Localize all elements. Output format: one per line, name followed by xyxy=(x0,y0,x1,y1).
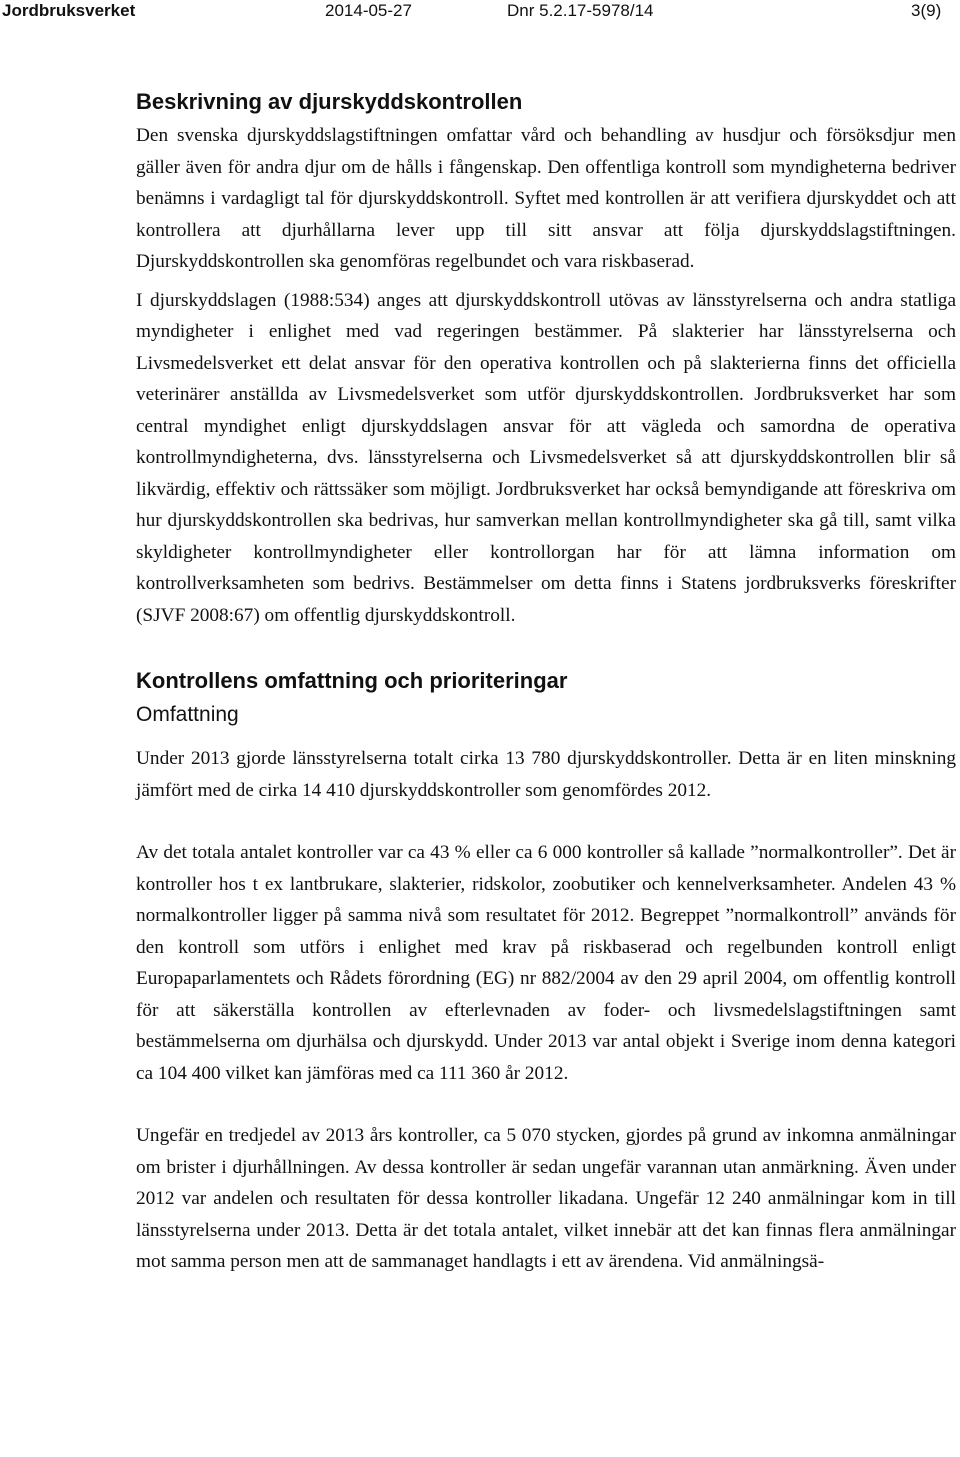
paragraph: Av det totala antalet kontroller var ca 43 % eller ca 6 000 kontroller så kallade ”normalkontroller”. Det är kontroller hos t ex lantbrukare, slakterier, ridskolor, zoobutiker och kennelverksamheter. Andelen 43 % normalkontroller ligger på samma nivå som resultatet för 2012. Begreppet ”normalkontroll” används för den kontroll som utförs i enlighet med krav på riskbaserad och regelbunden kontroll enligt Europaparlamentets och Rådets förordning (EG) nr 882/2004 av den 29 april 2004, om offentlig kontroll för att säkerställa kontrollen av efterlevnaden av foder- och livsmedelslagstiftningen samt bestämmelserna om djurhälsa och djurskydd. Under 2013 var antal objekt i Sverige inom denna kategori ca 104 400 vilket kan jämföras med ca 111 360 år 2012. xyxy=(136,842,956,1084)
header-page-number: 3(9) xyxy=(911,1,942,20)
header-organization: Jordbruksverket xyxy=(2,1,136,20)
page-header xyxy=(0,0,960,22)
section-title-description: Beskrivning av djurskyddskontrollen xyxy=(136,89,523,114)
section-title-scope-priorities: Kontrollens omfattning och prioriteringar xyxy=(136,668,568,693)
header-date: 2014-05-27 xyxy=(325,1,412,20)
subsection-title-scope: Omfattning xyxy=(136,703,239,726)
paragraph: Den svenska djurskyddslagstiftningen omfattar vård och behandling av husdjur och försöksdjur men gäller även för andra djur om de hålls i fångenskap. Den offentliga kontroll som myndigheterna bedriver benämns i vardagligt tal för djurskyddskontroll. Syftet med kontrollen är att verifiera djurskyddet och att kontrollera att djurhållarna lever upp till sitt ansvar att följa djurskyddslagstiftningen. Djurskyddskontrollen ska genomföras regelbundet och vara riskbaserad. xyxy=(136,125,956,272)
header-reference-number: Dnr 5.2.17-5978/14 xyxy=(507,1,654,20)
paragraph: Under 2013 gjorde länsstyrelserna totalt cirka 13 780 djurskyddskontroller. Detta är en liten minskning jämfört med de cirka 14 410 djurskyddskontroller som genomfördes 2012. xyxy=(136,748,956,801)
document-body xyxy=(136,88,956,1285)
paragraph: Ungefär en tredjedel av 2013 års kontroller, ca 5 070 stycken, gjordes på grund av inkomna anmälningar om brister i djurhållningen. Av dessa kontroller är sedan ungefär varannan utan anmärkning. Även under 2012 var andelen och resultaten för dessa kontroller likadana. Ungefär 12 240 anmälningar kom in till länsstyrelserna under 2013. Detta är det totala antalet, vilket innebär att det kan finnas flera anmälningar mot samma person men att de sammanaget handlagts i ett av ärendena. Vid anmälningsä- xyxy=(136,1125,956,1272)
paragraph: I djurskyddslagen (1988:534) anges att djurskyddskontroll utövas av länsstyrelserna och andra statliga myndigheter i enlighet med vad regeringen bestämmer. På slakterier har länsstyrelserna och Livsmedelsverket ett delat ansvar för den operativa kontrollen och på slakterierna finns det officiella veterinärer anställda av Livsmedelsverket som utför djurskyddskontrollen. Jordbruksverket har som central myndighet enligt djurskyddslagen ansvar för att vägleda och samordna de operativa kontrollmyndigheterna, dvs. länsstyrelserna och Livsmedelsverket så att djurskyddskontrollen blir så likvärdig, effektiv och rättssäker som möjligt. Jordbruksverket har också bemyndigande att föreskriva om hur djurskyddskontrollen ska bedrivas, hur samverkan mellan kontrollmyndigheter ska gå till, samt vilka skyldigheter kontrollmyndigheter eller kontrollorgan har för att lämna information om kontrollverksamheten som bedrivs. Bestämmelser om detta finns i Statens jordbruksverks föreskrifter (SJVF 2008:67) om offentlig djurskyddskontroll. xyxy=(136,289,956,626)
